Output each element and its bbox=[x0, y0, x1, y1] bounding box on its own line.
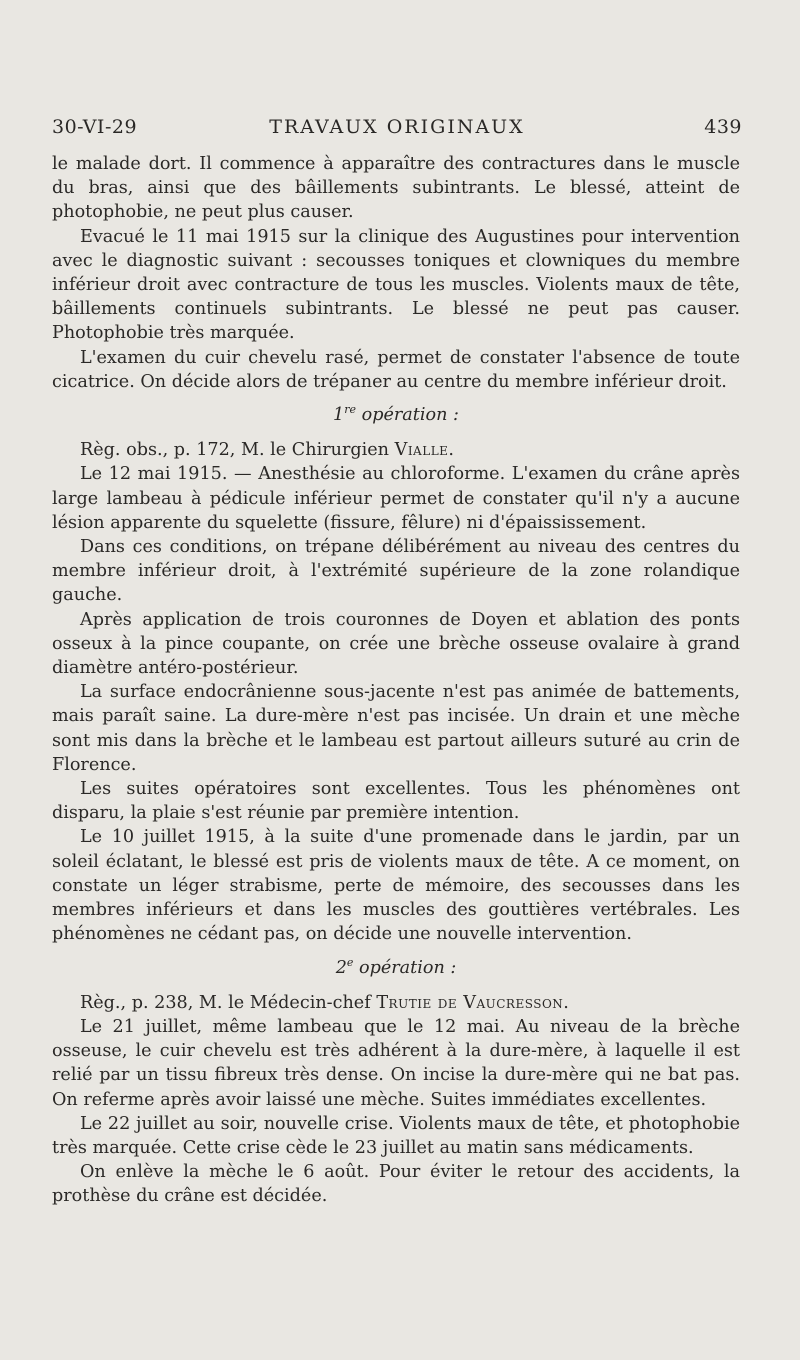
p11-prefix: Règ., p. 238, M. le Médecin-chef bbox=[80, 992, 377, 1013]
p11-suffix: . bbox=[563, 992, 569, 1013]
paragraph-10: Le 10 juillet 1915, à la suite d'une promenade dans le jardin, par un soleil éclatant, le blessé est pris de violents maux de tête. A ce moment, on constate un léger strabisme, perte de mémoire, des secousses dans les membres inférieurs et dans les muscles des gouttières vertébrales. Les phénomènes ne cédant pas, on décide une nouvelle intervention. bbox=[52, 827, 740, 945]
op1-label: opération : bbox=[356, 405, 459, 426]
paragraph-12: Le 21 juillet, même lambeau que le 12 mai. Au niveau de la brèche osseuse, le cuir chevelu est très adhérent à la dure-mère, à laquelle il est relié par un tissu fibreux très dense. On incise la dure-mère qui ne bat pas. On referme après avoir laissé une mèche. Suites immédiates excellentes. bbox=[52, 1016, 740, 1110]
op1-number: 1 bbox=[333, 405, 345, 426]
paragraph-6: Dans ces conditions, on trépane délibérément au niveau des centres du membre inférieur droit, à l'extrémité supérieure de la zone rolandique gauche. bbox=[52, 537, 740, 606]
chief-physician-name: Trutie de Vaucresson bbox=[376, 992, 564, 1013]
running-header bbox=[52, 116, 742, 144]
paragraph-7: Après application de trois couronnes de Doyen et ablation des ponts osseux à la pince coupante, on crée une brèche osseuse ovalaire à grand diamètre antéro-postérieur. bbox=[52, 609, 740, 679]
op2-superscript: e bbox=[346, 955, 354, 969]
paragraph-13: Le 22 juillet au soir, nouvelle crise. Violents maux de tête, et photophobie très marquée. Cette crise cède le 23 juillet au matin sans médicaments. bbox=[52, 1113, 740, 1158]
paragraph-14: On enlève la mèche le 6 août. Pour éviter le retour des accidents, la prothèse du crâne est décidée. bbox=[52, 1162, 740, 1207]
paragraph-8: La surface endocrânienne sous-jacente n'est pas animée de battements, mais paraît saine. La dure-mère n'est pas incisée. Un drain et une mèche sont mis dans la brèche et le lambeau est partout ailleurs suturé au crin de Florence. bbox=[52, 682, 740, 775]
op1-superscript: re bbox=[344, 403, 357, 417]
paragraph-9: Les suites opératoires sont excellentes. Tous les phénomènes ont disparu, la plaie s'est réunie par première intention. bbox=[52, 779, 740, 824]
body-text bbox=[52, 152, 740, 1209]
paragraph-2: Evacué le 11 mai 1915 sur la clinique des Augustines pour intervention avec le diagnostic suivant : secousses toniques et clowniques du membre inférieur droit avec contracture de tous les muscles. Violents maux de tête, bâillements continuels subintrants. Le blessé ne peut pas causer. Photophobie très marquée. bbox=[52, 226, 740, 344]
paragraph-11 bbox=[52, 991, 740, 1015]
paragraph-1: le malade dort. Il commence à apparaître des contractures dans le muscle du bras, ainsi que des bâillements subintrants. Le blessé, atteint de photophobie, ne peut plus causer. bbox=[52, 154, 740, 223]
header-title: TRAVAUX ORIGINAUX bbox=[269, 116, 525, 138]
op2-number: 2 bbox=[335, 957, 347, 978]
paragraph-5: Le 12 mai 1915. — Anesthésie au chloroforme. L'examen du crâne après large lambeau à pédicule inférieur permet de constater qu'il n'y a aucune lésion apparente du squelette (fissure, fêlure) ni d'épaississement. bbox=[52, 464, 740, 533]
page-number: 439 bbox=[704, 116, 742, 138]
section-heading-operation-1 bbox=[52, 403, 740, 427]
header-date: 30-VI-29 bbox=[52, 116, 138, 138]
p4-prefix: Règ. obs., p. 172, M. le Chirurgien bbox=[80, 440, 395, 461]
p4-suffix: . bbox=[448, 440, 455, 461]
paragraph-4 bbox=[52, 438, 740, 462]
paragraph-3: L'examen du cuir chevelu rasé, permet de constater l'absence de toute cicatrice. On décide alors de trépaner au centre du membre inférieur droit. bbox=[52, 347, 740, 392]
surgeon-name: Vialle bbox=[394, 440, 449, 461]
op2-label: opération : bbox=[353, 957, 457, 978]
section-heading-operation-2 bbox=[52, 956, 740, 980]
